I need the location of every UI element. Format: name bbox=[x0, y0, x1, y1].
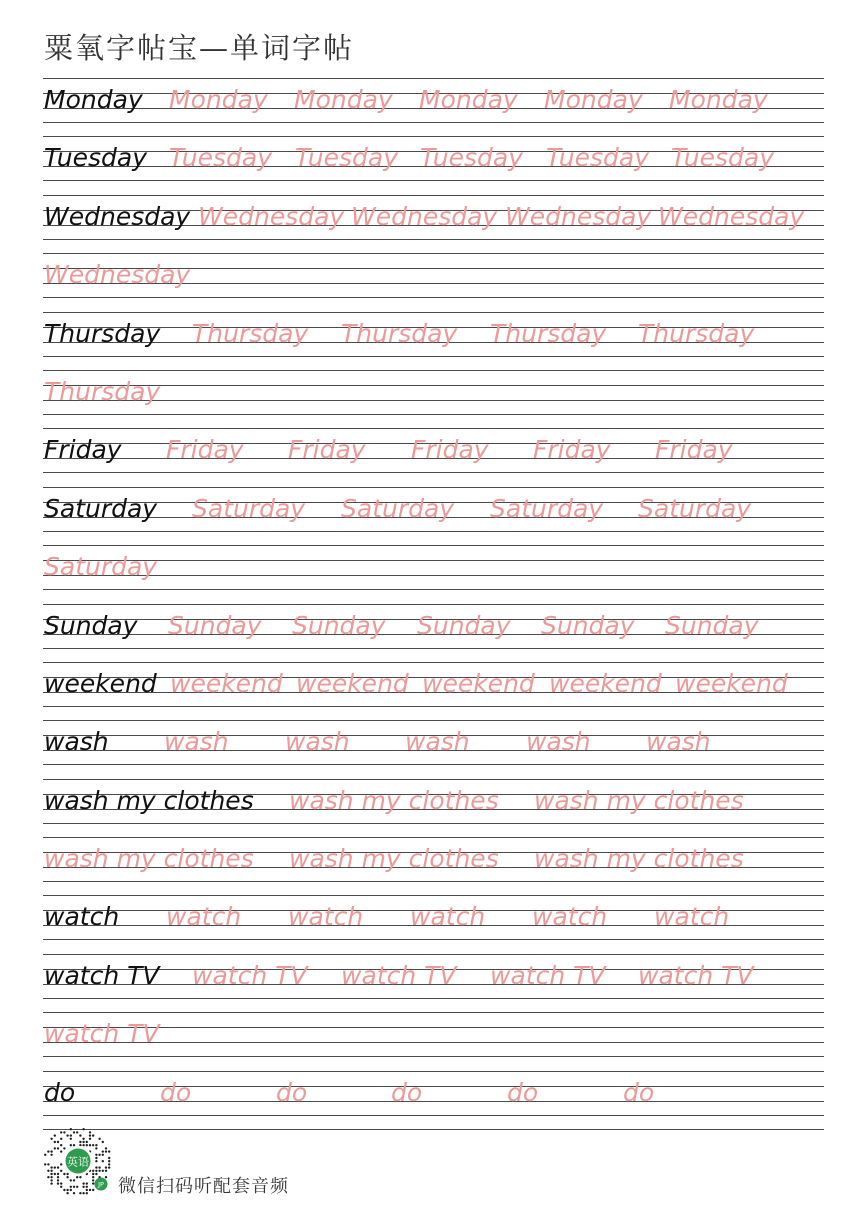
trace-word: watch TV bbox=[490, 960, 606, 990]
ruling-line bbox=[43, 1012, 824, 1013]
trace-word: do bbox=[391, 1077, 423, 1107]
ruling-line bbox=[43, 648, 824, 649]
copybook-row bbox=[43, 195, 824, 253]
trace-word: Thursday bbox=[490, 318, 607, 348]
ruling-line bbox=[43, 180, 824, 181]
trace-word: do bbox=[623, 1077, 655, 1107]
trace-word: watch bbox=[654, 902, 730, 932]
trace-word: Sunday bbox=[168, 610, 262, 640]
trace-word: Monday bbox=[419, 85, 518, 114]
trace-word: wash my clothes bbox=[534, 785, 744, 815]
ruling-line bbox=[43, 312, 824, 313]
qr-corner-label: JP bbox=[98, 1180, 104, 1189]
trace-word: weekend bbox=[422, 668, 535, 698]
copybook-row bbox=[43, 253, 824, 311]
ruling-line bbox=[43, 78, 824, 79]
trace-word: watch bbox=[166, 902, 242, 932]
trace-word: Monday bbox=[294, 85, 393, 114]
footer bbox=[40, 1126, 370, 1198]
qr-code-icon[interactable] bbox=[42, 1126, 112, 1196]
copybook-row bbox=[43, 895, 824, 953]
trace-word: Tuesday bbox=[420, 143, 523, 173]
trace-word: wash my clothes bbox=[534, 844, 744, 874]
trace-word: Saturday bbox=[341, 493, 455, 523]
ruling-line bbox=[43, 472, 824, 473]
trace-word: watch TV bbox=[44, 1019, 160, 1049]
trace-word: weekend bbox=[170, 668, 283, 698]
ruling-line bbox=[43, 881, 824, 882]
model-word: do bbox=[44, 1077, 76, 1107]
ruling-line bbox=[43, 954, 824, 955]
ruling-line bbox=[43, 370, 824, 371]
ruling-line bbox=[43, 414, 824, 415]
trace-word: Friday bbox=[533, 435, 611, 465]
copybook-sheet bbox=[43, 78, 824, 1130]
model-word: Thursday bbox=[44, 318, 161, 348]
trace-word: watch TV bbox=[192, 960, 308, 990]
trace-word: weekend bbox=[675, 668, 788, 698]
trace-word: weekend bbox=[549, 668, 662, 698]
trace-word: Wednesday bbox=[505, 201, 652, 231]
trace-word: do bbox=[276, 1077, 308, 1107]
copybook-row bbox=[43, 720, 824, 778]
ruling-line bbox=[43, 589, 824, 590]
ruling-line bbox=[43, 998, 824, 999]
ruling-line bbox=[43, 428, 824, 429]
trace-word: watch bbox=[532, 902, 608, 932]
copybook-row bbox=[43, 428, 824, 486]
ruling-line bbox=[43, 239, 824, 240]
ruling-line bbox=[43, 837, 824, 838]
page-title: 粟氧字帖宝—单词字帖 bbox=[44, 31, 355, 65]
trace-word: Sunday bbox=[292, 610, 386, 640]
ruling-line bbox=[43, 253, 824, 254]
ruling-line bbox=[43, 764, 824, 765]
scan-instruction: 微信扫码听配套音频 bbox=[118, 1176, 289, 1197]
trace-word: do bbox=[160, 1077, 192, 1107]
trace-word: Tuesday bbox=[671, 143, 774, 173]
trace-word: Monday bbox=[669, 85, 768, 114]
trace-word: Saturday bbox=[638, 493, 752, 523]
ruling-line bbox=[43, 604, 824, 605]
trace-word: Monday bbox=[169, 85, 268, 114]
ruling-line bbox=[43, 823, 824, 824]
copybook-row bbox=[43, 312, 824, 370]
trace-word: do bbox=[507, 1077, 539, 1107]
trace-word: Wednesday bbox=[351, 201, 498, 231]
trace-word: Friday bbox=[288, 435, 366, 465]
copybook-row bbox=[43, 604, 824, 662]
ruling-line bbox=[43, 545, 824, 546]
trace-word: Thursday bbox=[192, 318, 309, 348]
trace-word: wash my clothes bbox=[289, 844, 499, 874]
model-word: watch bbox=[44, 902, 120, 932]
model-word: weekend bbox=[44, 668, 157, 698]
trace-word: Monday bbox=[544, 85, 643, 114]
copybook-row bbox=[43, 837, 824, 895]
trace-word: Sunday bbox=[665, 610, 759, 640]
trace-word: Wednesday bbox=[658, 201, 805, 231]
ruling-line bbox=[43, 356, 824, 357]
ruling-line bbox=[43, 560, 824, 561]
trace-word: Saturday bbox=[490, 493, 604, 523]
model-word: wash my clothes bbox=[44, 785, 254, 815]
ruling-line bbox=[43, 779, 824, 780]
trace-word: Tuesday bbox=[546, 143, 649, 173]
trace-word: wash my clothes bbox=[44, 844, 254, 874]
trace-word: Wednesday bbox=[44, 260, 191, 290]
trace-word: Tuesday bbox=[295, 143, 398, 173]
ruling-line bbox=[43, 195, 824, 196]
ruling-line bbox=[43, 1056, 824, 1057]
ruling-line bbox=[43, 136, 824, 137]
trace-word: Sunday bbox=[541, 610, 635, 640]
model-word: Tuesday bbox=[44, 143, 147, 173]
ruling-line bbox=[43, 487, 824, 488]
trace-word: Sunday bbox=[417, 610, 511, 640]
copybook-row bbox=[43, 662, 824, 720]
model-word: Wednesday bbox=[44, 201, 191, 231]
ruling-line bbox=[43, 1115, 824, 1116]
trace-word: Thursday bbox=[341, 318, 458, 348]
trace-word: wash bbox=[285, 727, 350, 757]
copybook-row bbox=[43, 954, 824, 1012]
ruling-line bbox=[43, 1042, 824, 1043]
trace-word: watch TV bbox=[638, 960, 754, 990]
model-word: wash bbox=[44, 727, 109, 757]
ruling-line bbox=[43, 662, 824, 663]
copybook-row bbox=[43, 487, 824, 545]
trace-word: wash bbox=[405, 727, 470, 757]
ruling-line bbox=[43, 122, 824, 123]
ruling-line bbox=[43, 531, 824, 532]
trace-word: watch bbox=[410, 902, 486, 932]
copybook-row bbox=[43, 1071, 824, 1129]
qr-badge-label: 英语 bbox=[67, 1155, 89, 1169]
model-word: Monday bbox=[44, 85, 143, 114]
copybook-row bbox=[43, 779, 824, 837]
model-word: Friday bbox=[44, 435, 122, 465]
trace-word: Thursday bbox=[638, 318, 755, 348]
trace-word: wash bbox=[164, 727, 229, 757]
model-word: Sunday bbox=[44, 610, 138, 640]
trace-word: Friday bbox=[655, 435, 733, 465]
model-word: watch TV bbox=[44, 960, 160, 990]
ruling-line bbox=[43, 939, 824, 940]
ruling-line bbox=[43, 895, 824, 896]
copybook-row bbox=[43, 545, 824, 603]
trace-word: wash my clothes bbox=[289, 785, 499, 815]
copybook-row bbox=[43, 370, 824, 428]
model-word: Saturday bbox=[44, 493, 158, 523]
trace-word: watch TV bbox=[341, 960, 457, 990]
ruling-line bbox=[43, 706, 824, 707]
trace-word: Friday bbox=[166, 435, 244, 465]
copybook-row bbox=[43, 136, 824, 194]
ruling-line bbox=[43, 297, 824, 298]
ruling-line bbox=[43, 1071, 824, 1072]
trace-word: Saturday bbox=[192, 493, 306, 523]
trace-word: weekend bbox=[296, 668, 409, 698]
trace-word: wash bbox=[526, 727, 591, 757]
trace-word: Tuesday bbox=[169, 143, 272, 173]
copybook-row bbox=[43, 78, 824, 136]
trace-word: watch bbox=[288, 902, 364, 932]
trace-word: Wednesday bbox=[198, 201, 345, 231]
trace-word: wash bbox=[646, 727, 711, 757]
trace-word: Saturday bbox=[44, 552, 158, 582]
ruling-line bbox=[43, 1027, 824, 1028]
ruling-line bbox=[43, 575, 824, 576]
copybook-row bbox=[43, 1012, 824, 1070]
trace-word: Friday bbox=[411, 435, 489, 465]
ruling-line bbox=[43, 720, 824, 721]
trace-word: Thursday bbox=[44, 376, 161, 406]
